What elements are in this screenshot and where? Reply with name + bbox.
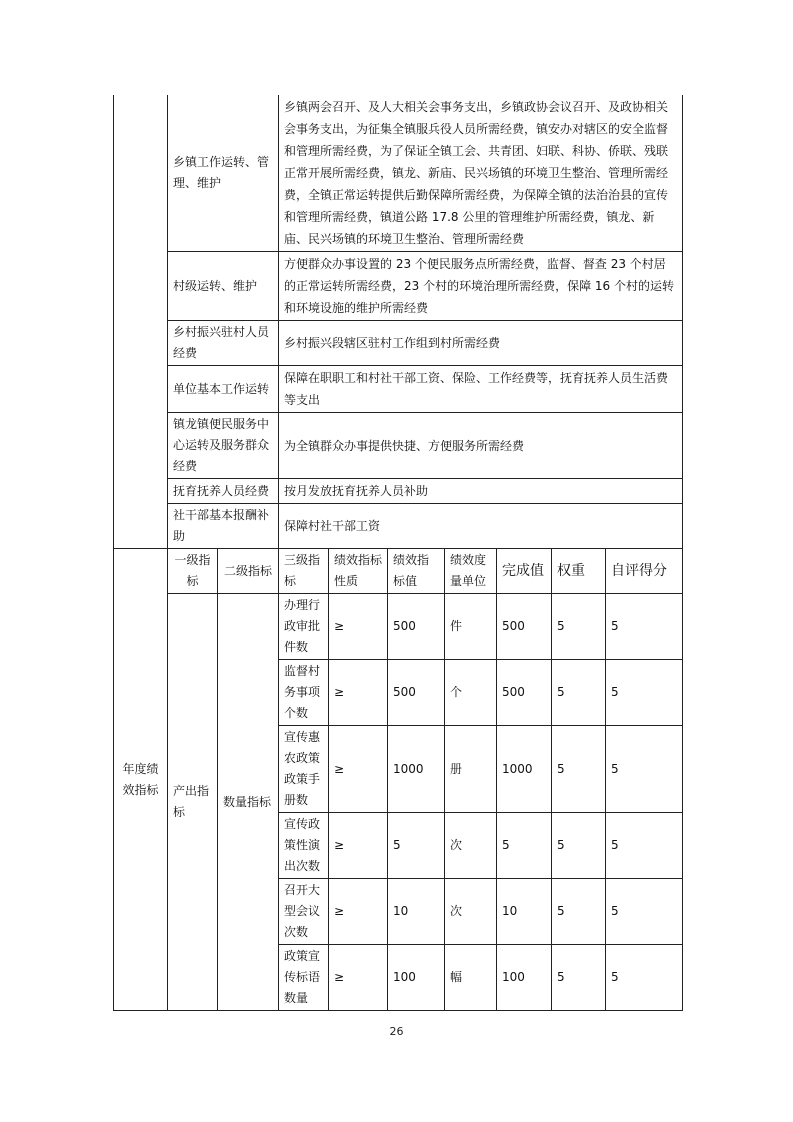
- indicator-nature: ≥: [329, 945, 388, 1011]
- indicator-nature: ≥: [329, 594, 388, 660]
- indicator-unit: 册: [445, 726, 497, 813]
- header-unit: 绩效度量单位: [445, 549, 497, 594]
- item-description: 保障村社干部工资: [279, 504, 683, 549]
- item-name: 社干部基本报酬补助: [168, 504, 279, 549]
- section-label: 年度绩效指标: [114, 549, 168, 1011]
- indicator-actual: 1000: [497, 726, 552, 813]
- item-name: 村级运转、维护: [168, 252, 279, 321]
- header-row: [114, 549, 683, 594]
- indicator-weight: 5: [552, 660, 606, 726]
- indicator-score: 5: [606, 945, 683, 1011]
- indicator-target: 500: [388, 594, 445, 660]
- indicator-actual: 5: [497, 813, 552, 879]
- indicator-nature: ≥: [329, 726, 388, 813]
- indicator-target: 500: [388, 660, 445, 726]
- table-row: [114, 321, 683, 366]
- page-number: 26: [389, 1025, 404, 1038]
- indicator-weight: 5: [552, 945, 606, 1011]
- table-row: [114, 594, 683, 660]
- header-nature: 绩效指标性质: [329, 549, 388, 594]
- indicator-weight: 5: [552, 726, 606, 813]
- header-level2: 二级指标: [218, 549, 279, 594]
- performance-table: [113, 549, 683, 1011]
- header-weight: 权重: [552, 549, 606, 594]
- indicator-actual: 500: [497, 594, 552, 660]
- indicator-unit: 个: [445, 660, 497, 726]
- indicator-score: 5: [606, 726, 683, 813]
- indicator-score: 5: [606, 813, 683, 879]
- indicator-actual: 10: [497, 879, 552, 945]
- table-row: [114, 95, 683, 252]
- indicator-score: 5: [606, 594, 683, 660]
- header-level3: 三级指标: [279, 549, 329, 594]
- header-score: 自评得分: [606, 549, 683, 594]
- item-name: 抚育抚养人员经费: [168, 479, 279, 504]
- indicator-name: 政策宣传标语数量: [279, 945, 329, 1011]
- level1-cell: 产出指标: [168, 594, 218, 1011]
- indicator-unit: 件: [445, 594, 497, 660]
- indicator-name: 宣传惠农政策政策手册数: [279, 726, 329, 813]
- indicator-nature: ≥: [329, 660, 388, 726]
- table-row: [114, 366, 683, 413]
- table-row: [114, 504, 683, 549]
- item-description: 方便群众办事设置的 23 个便民服务点所需经费，监督、督查 23 个村居的正常运转所需经费，23 个村的环境治理所需经费，保障 16 个村的运转和环境设施的维护所需经费: [279, 252, 683, 321]
- indicator-weight: 5: [552, 879, 606, 945]
- indicator-name: 办理行政审批件数: [279, 594, 329, 660]
- indicator-target: 5: [388, 813, 445, 879]
- indicator-target: 100: [388, 945, 445, 1011]
- item-name: 乡村振兴驻村人员经费: [168, 321, 279, 366]
- indicator-nature: ≥: [329, 879, 388, 945]
- indicator-name: 召开大型会议次数: [279, 879, 329, 945]
- indicator-weight: 5: [552, 813, 606, 879]
- item-description: 为全镇群众办事提供快捷、方便服务所需经费: [279, 413, 683, 479]
- indicator-score: 5: [606, 879, 683, 945]
- indicator-unit: 次: [445, 879, 497, 945]
- indicator-nature: ≥: [329, 813, 388, 879]
- item-description: 按月发放抚育抚养人员补助: [279, 479, 683, 504]
- header-target: 绩效指标值: [388, 549, 445, 594]
- header-level1: 一级指标: [168, 549, 218, 594]
- indicator-unit: 次: [445, 813, 497, 879]
- indicator-target: 1000: [388, 726, 445, 813]
- item-description: 乡镇两会召开、及人大相关会事务支出，乡镇政协会议召开、及政协相关会事务支出，为征集全镇服兵役人员所需经费，镇安办对辖区的安全监督和管理所需经费，为了保证全镇工会、共青团、妇联、科协、侨联、残联正常开展所需经费，镇龙、新庙、民兴场镇的环境卫生整治、管理所需经费，全镇正常运转提供后勤保障所需经费，为保障全镇的法治治县的宣传和管理所需经费，镇道公路 17.8 公里的管理维护所需经费，镇龙、新庙、民兴场镇的环境卫生整治、管理所需经费: [279, 95, 683, 252]
- indicator-name: 监督村务事项个数: [279, 660, 329, 726]
- indicator-unit: 幅: [445, 945, 497, 1011]
- item-description: 乡村振兴段辖区驻村工作组到村所需经费: [279, 321, 683, 366]
- document-page: [113, 95, 683, 1011]
- indicator-actual: 100: [497, 945, 552, 1011]
- indicator-actual: 500: [497, 660, 552, 726]
- indicator-target: 10: [388, 879, 445, 945]
- indicator-weight: 5: [552, 594, 606, 660]
- table-row: [114, 479, 683, 504]
- table-row: [114, 252, 683, 321]
- expenditure-table: [113, 95, 683, 549]
- item-name: 单位基本工作运转: [168, 366, 279, 413]
- level2-cell: 数量指标: [218, 594, 279, 1011]
- indicator-score: 5: [606, 660, 683, 726]
- item-name: 乡镇工作运转、管理、维护: [168, 95, 279, 252]
- table-row: [114, 413, 683, 479]
- item-description: 保障在职职工和村社干部工资、保险、工作经费等，抚育抚养人员生活费等支出: [279, 366, 683, 413]
- item-name: 镇龙镇便民服务中心运转及服务群众经费: [168, 413, 279, 479]
- indicator-name: 宣传政策性演出次数: [279, 813, 329, 879]
- blank-left-cell: [114, 95, 168, 549]
- header-actual: 完成值: [497, 549, 552, 594]
